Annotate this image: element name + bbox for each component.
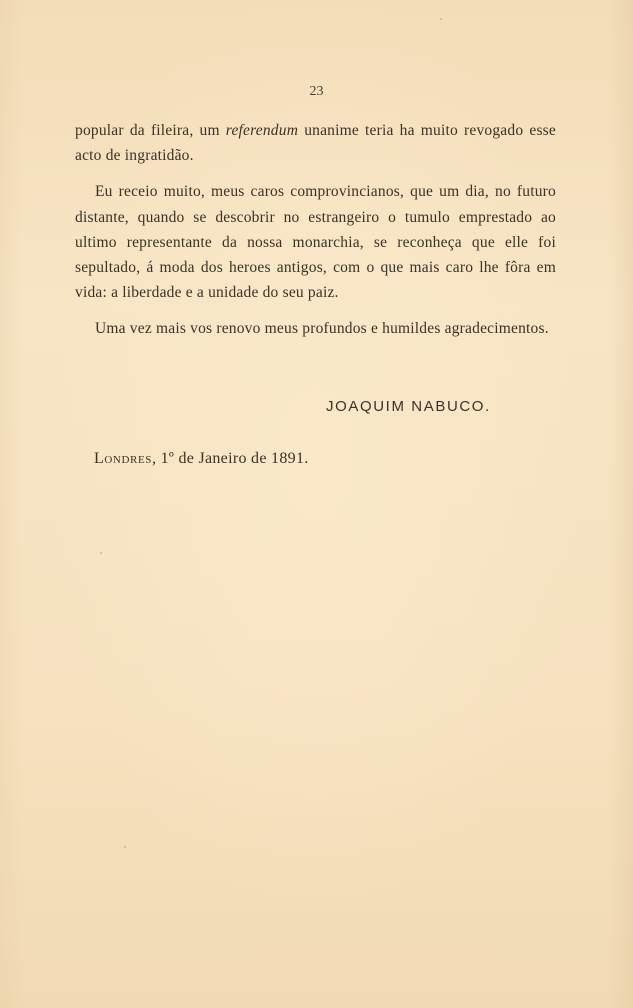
paper-speck — [124, 846, 126, 848]
paper-speck — [440, 18, 442, 20]
paper-speck — [100, 552, 102, 554]
letter-body — [75, 118, 556, 342]
paragraph-1-after: unanime teria ha muito revogado esse acto de ingratidão. — [75, 122, 556, 165]
signature: JOAQUIM NABUCO. — [326, 398, 491, 415]
referendum-italic: referendum — [225, 122, 299, 139]
dateline — [94, 450, 309, 468]
paragraph-2: Eu receio muito, meus caros comprovincianos, que um dia, no futuro distante, quando se descobrir no estrangeiro o tumulo emprestado ao ultimo representante da nossa monarchia, se reconheça que elle foi sepultado, á moda dos heroes antigos, com o que mais caro lhe fôra em vida: a liberdade e a unidade do seu paiz. — [75, 183, 556, 302]
dateline-date: , 1º de Janeiro de 1891. — [151, 450, 309, 467]
dateline-place: Londres — [94, 450, 152, 467]
paragraph-3: Uma vez mais vos renovo meus profundos e humildes agradecimentos. — [95, 320, 549, 338]
paragraph-1 — [75, 118, 556, 168]
paragraph-1-before: popular da fileira, um — [75, 122, 226, 139]
page-number: 23 — [309, 84, 324, 99]
